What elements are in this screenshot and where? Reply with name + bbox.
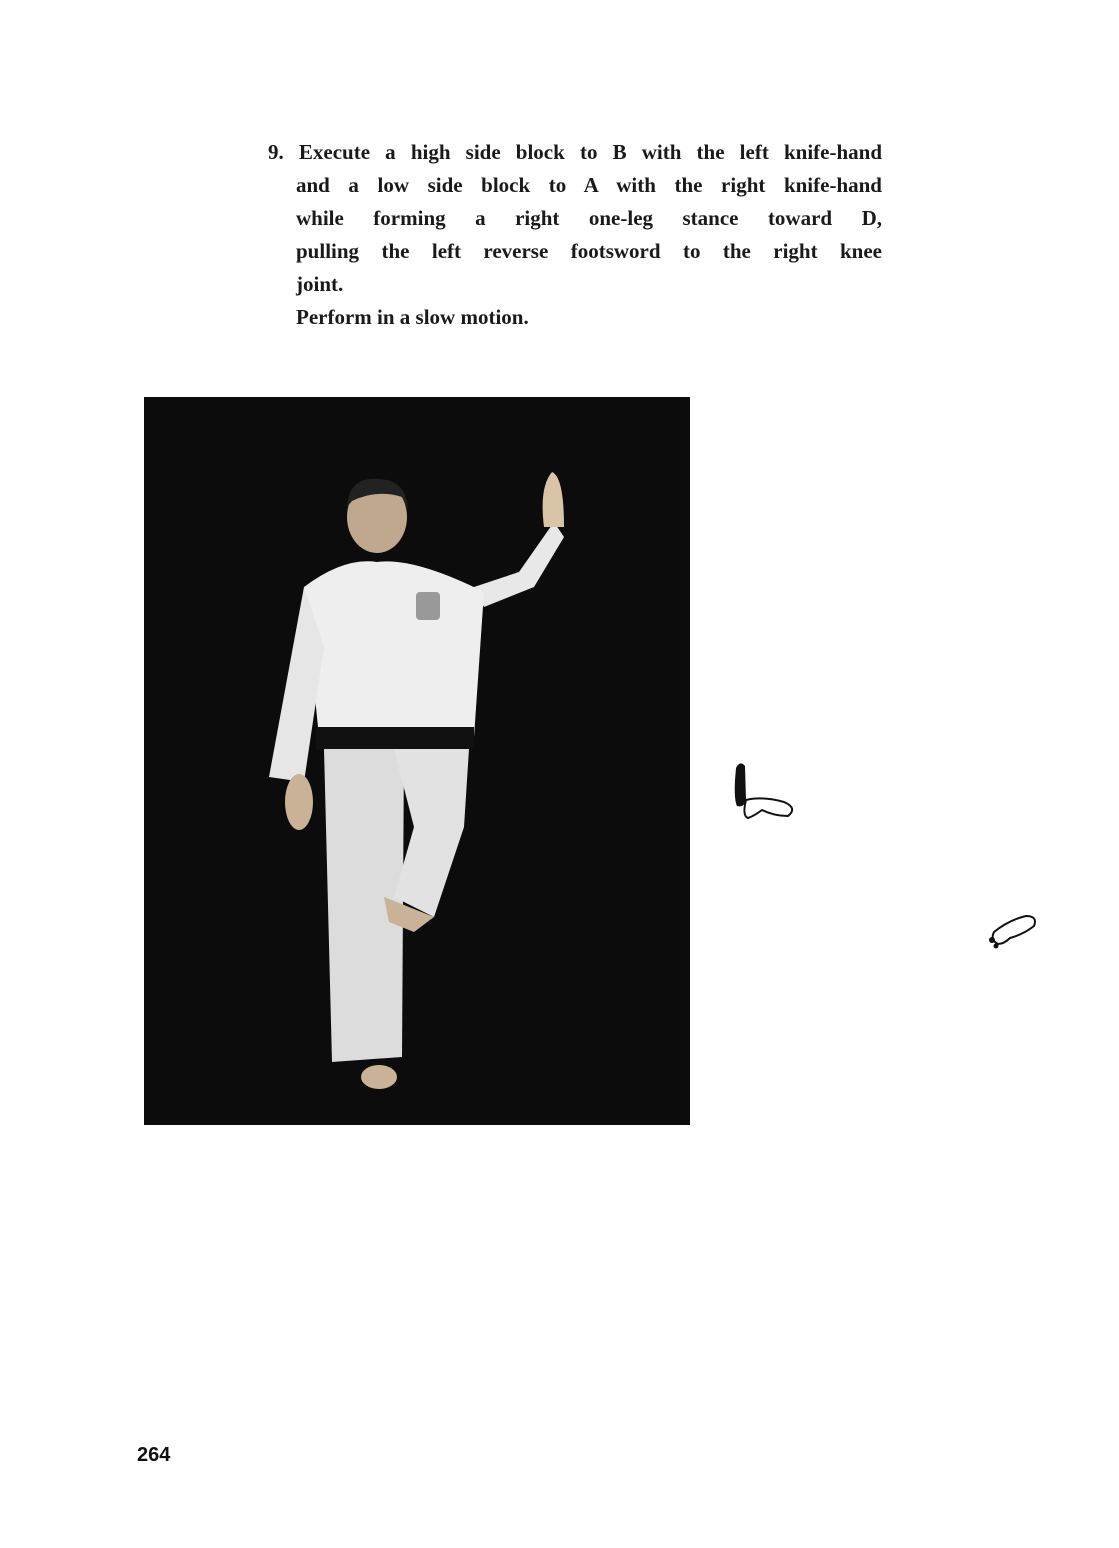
- footprint-diagram-solid: [732, 760, 802, 822]
- technique-photo: [144, 397, 690, 1125]
- step-number: 9.: [268, 140, 284, 164]
- instruction-line: Execute a high side block to B with the left knife-hand: [298, 140, 882, 164]
- instruction-line: while forming a right one-leg stance toward D,: [296, 206, 882, 230]
- instruction-line: and a low side block to A with the right knife-hand: [296, 173, 882, 197]
- instruction-line: pulling the left reverse footsword to the right knee: [296, 239, 882, 263]
- instruction-note: Perform in a slow motion.: [296, 305, 529, 329]
- footprint-diagram-outline: [984, 910, 1040, 950]
- martial-artist-figure: [144, 397, 690, 1125]
- instruction-line: joint.: [296, 272, 344, 296]
- instruction-text: [268, 136, 882, 334]
- page-number: 264: [137, 1444, 171, 1466]
